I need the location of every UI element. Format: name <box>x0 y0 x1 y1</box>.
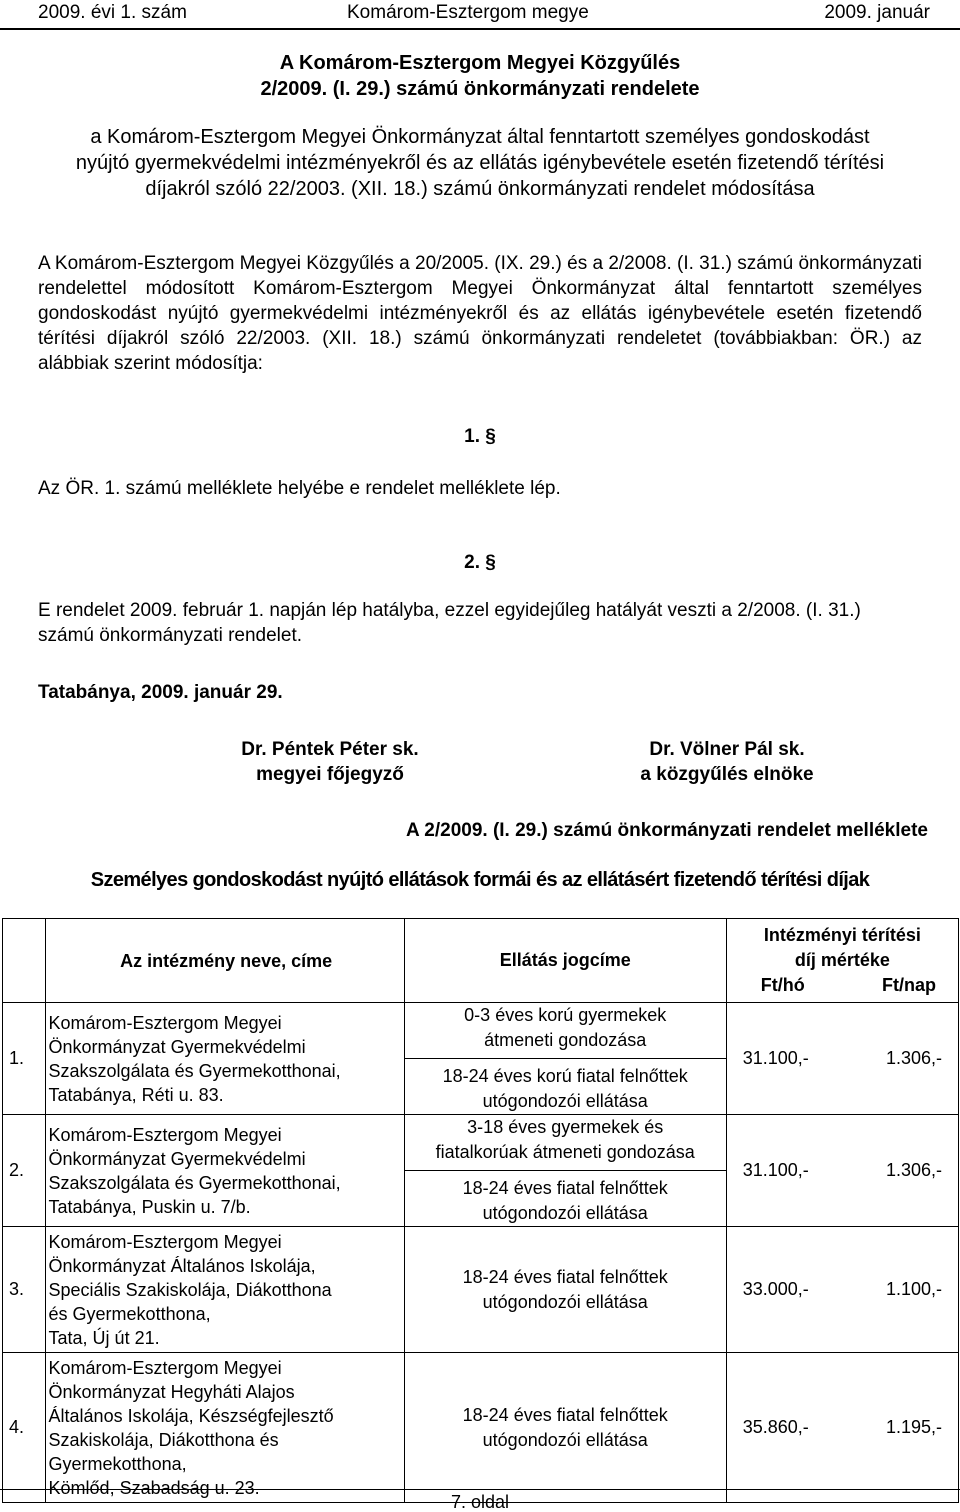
table-row <box>3 1227 959 1353</box>
fee-day: 1.100,- <box>885 1279 942 1299</box>
legal-line: utógondozói ellátása <box>482 1291 648 1312</box>
institution-line: Szakiskolája, Diákotthona és <box>48 1429 279 1450</box>
signature-right-name: Dr. Völner Pál sk. <box>649 739 805 760</box>
institution-line: Önkormányzat Gyermekvédelmi <box>48 1036 306 1057</box>
header-date: 2009. január <box>824 2 930 23</box>
header-fee-cell <box>726 919 958 1003</box>
page-number: 7. oldal <box>450 1492 510 1512</box>
institution-line: Tatabánya, Réti u. 83. <box>48 1084 224 1105</box>
place-date: Tatabánya, 2009. január 29. <box>38 682 283 703</box>
fee-month: 31.100,- <box>742 1048 809 1068</box>
header-fee-day: Ft/nap <box>882 975 936 995</box>
fee-month: 35.860,- <box>742 1417 809 1437</box>
table-row <box>3 1003 959 1115</box>
institution-line: Általános Iskolája, Készségfejlesztő <box>48 1405 334 1426</box>
row-institution <box>45 1227 404 1353</box>
section-1-number: 1. § <box>464 426 496 447</box>
row-legal <box>404 1353 726 1503</box>
institution-line: Tata, Új út 21. <box>48 1327 160 1348</box>
legal-line: utógondozói ellátása <box>482 1429 648 1450</box>
section-1-text: Az ÖR. 1. számú melléklete helyébe e rendelet melléklete lép. <box>38 478 561 499</box>
legal-line: 18-24 éves fiatal felnőttek <box>462 1404 668 1425</box>
row-legal <box>404 1115 726 1227</box>
row-institution <box>45 1353 404 1503</box>
table-row <box>3 1115 959 1227</box>
legal-line: 3-18 éves gyermekek és <box>467 1117 664 1137</box>
legal-line: 18-24 éves fiatal felnőttek <box>462 1178 668 1198</box>
institution-line: Szakszolgálata és Gyermekotthonai, <box>48 1060 341 1081</box>
header-fee-line-1: Intézményi térítési <box>763 925 921 945</box>
annex-title: A 2/2009. (I. 29.) számú önkormányzati rendelet melléklete <box>405 820 928 841</box>
fee-values <box>727 1160 958 1181</box>
row-fee <box>726 1353 958 1503</box>
page-header <box>0 0 960 30</box>
row-institution <box>45 1003 404 1115</box>
legal-divider <box>405 1058 726 1059</box>
header-name-cell: Az intézmény neve, címe <box>45 919 404 1003</box>
row-number: 3. <box>3 1227 46 1353</box>
institution-line: Komárom-Esztergom Megyei <box>48 1357 282 1378</box>
row-number: 4. <box>3 1353 46 1503</box>
signature-right <box>596 737 858 787</box>
signature-right-title: a közgyűlés elnöke <box>640 764 814 785</box>
legal-line: 0-3 éves korú gyermekek <box>464 1005 667 1025</box>
row-legal <box>404 1227 726 1353</box>
subtitle-line-1: a Komárom-Esztergom Megyei Önkormányzat által fenntartott személyes gondoskodást <box>90 126 870 148</box>
subtitle-line-3: díjakról szóló 22/2003. (XII. 18.) számú önkormányzati rendelet módosítása <box>145 178 815 200</box>
institution-line: Önkormányzat Gyermekvédelmi <box>48 1148 306 1169</box>
row-legal <box>404 1003 726 1115</box>
institution-line: Önkormányzat Általános Iskolája, <box>48 1255 316 1276</box>
section-2-number: 2. § <box>464 552 496 573</box>
legal-line: 18-24 éves korú fiatal felnőttek <box>442 1066 688 1086</box>
header-issue: 2009. évi 1. szám <box>38 2 187 23</box>
institution-line: és Gyermekotthona, <box>48 1303 211 1324</box>
legal-line: utógondozói ellátása <box>482 1091 648 1111</box>
header-fee-month: Ft/hó <box>760 975 805 995</box>
title-line-2: 2/2009. (I. 29.) számú önkormányzati rendelete <box>260 78 700 100</box>
row-institution <box>45 1115 404 1227</box>
fee-month: 31.100,- <box>742 1160 809 1180</box>
legal-line: 18-24 éves fiatal felnőttek <box>462 1266 668 1287</box>
signature-left-name: Dr. Péntek Péter sk. <box>241 739 419 760</box>
legal-line: fiatalkorúak átmeneti gondozása <box>435 1142 695 1162</box>
row-fee <box>726 1003 958 1115</box>
row-fee <box>726 1227 958 1353</box>
institution-line: Komárom-Esztergom Megyei <box>48 1012 282 1033</box>
institution-line: Kömlőd, Szabadság u. 23. <box>48 1477 260 1498</box>
fee-day: 1.195,- <box>885 1417 942 1437</box>
institution-line: Tatabánya, Puskin u. 7/b. <box>48 1196 251 1217</box>
row-number: 2. <box>3 1115 46 1227</box>
preamble-paragraph: A Komárom-Esztergom Megyei Közgyűlés a 20/2005. (IX. 29.) és a 2/2008. (I. 31.) számú önkormányzati rendelettel módosított Komárom-Esztergom Megyei Önkormányzat által fenntartott személyes gondoskodást nyújtó gyermekvédelmi intézményekről és az ellátás igénybevétele esetén fizetendő térítési díjakról szóló 22/2003. (XII. 18.) számú önkormányzati rendeletet (továbbiakban: ÖR.) az alábbiak szerint módosítja: <box>38 253 922 374</box>
row-number: 1. <box>3 1003 46 1115</box>
table-title: Személyes gondoskodást nyújtó ellátások formái és az ellátásért fizetendő térítési díjak <box>90 869 870 891</box>
header-fee-line-2: díj mértéke <box>794 950 890 970</box>
header-fee-units <box>727 973 958 998</box>
institution-line: Speciális Szakiskolája, Diákotthona <box>48 1279 332 1300</box>
header-num-cell <box>3 919 46 1003</box>
legal-divider <box>405 1170 726 1171</box>
header-county: Komárom-Esztergom megye <box>347 2 589 23</box>
institution-line: Gyermekotthona, <box>48 1453 187 1474</box>
table-row <box>3 1353 959 1503</box>
fee-values <box>727 1417 958 1438</box>
subtitle-line-2: nyújtó gyermekvédelmi intézményekről és az ellátás igénybevétele esetén fizetendő térítési <box>75 152 885 174</box>
institution-line: Komárom-Esztergom Megyei <box>48 1124 282 1145</box>
fee-month: 33.000,- <box>742 1279 809 1299</box>
header-legal-cell: Ellátás jogcíme <box>404 919 726 1003</box>
fee-day: 1.306,- <box>885 1160 942 1180</box>
row-fee <box>726 1115 958 1227</box>
institution-line: Szakszolgálata és Gyermekotthonai, <box>48 1172 341 1193</box>
title-line-1: A Komárom-Esztergom Megyei Közgyűlés <box>279 52 681 74</box>
section-2-text-line-2: számú önkormányzati rendelet. <box>38 625 303 646</box>
page-footer <box>0 1489 960 1512</box>
institution-line: Komárom-Esztergom Megyei <box>48 1231 282 1252</box>
legal-line: utógondozói ellátása <box>482 1203 648 1223</box>
fee-day: 1.306,- <box>885 1048 942 1068</box>
section-2-text-line-1: E rendelet 2009. február 1. napján lép hatályba, ezzel egyidejűleg hatályát veszti a 2/2008. (I. 31.) <box>38 600 861 621</box>
signature-left-title: megyei főjegyző <box>256 764 404 785</box>
table-header-row <box>3 919 959 1003</box>
institution-line: Önkormányzat Hegyháti Alajos <box>48 1381 295 1402</box>
fee-values <box>727 1048 958 1069</box>
fee-values <box>727 1279 958 1300</box>
legal-line: átmeneti gondozása <box>484 1030 647 1050</box>
signature-left <box>200 737 460 787</box>
fees-table <box>2 918 959 1503</box>
